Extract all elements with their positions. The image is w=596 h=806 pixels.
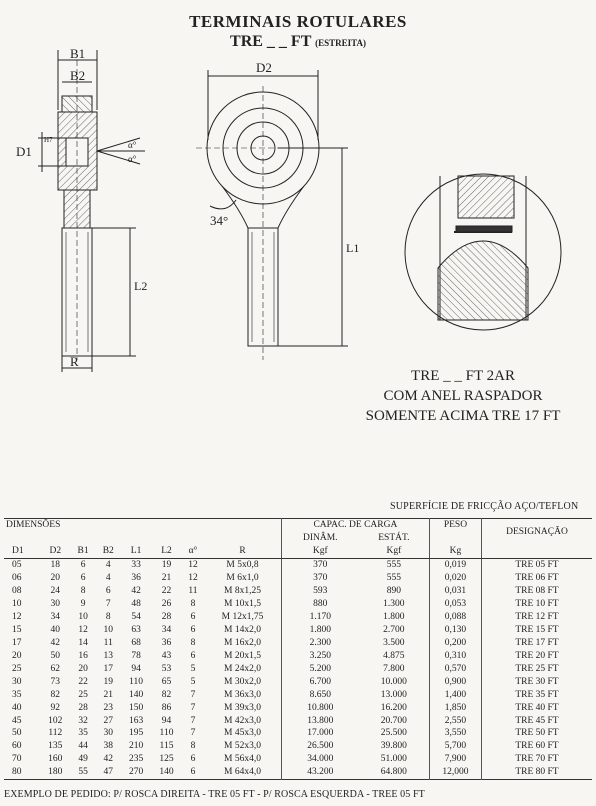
table-cell: 42 — [50, 637, 61, 648]
table-cell: 13 — [103, 650, 113, 661]
table-cell: 35 — [12, 689, 22, 700]
table-cell: M 42x3,0 — [224, 715, 261, 726]
table-cell: 26.500 — [281, 740, 358, 753]
table-cell: 8 — [105, 612, 111, 623]
table-cell: 50 — [50, 650, 61, 661]
table-cell: 82 — [50, 689, 61, 700]
table-cell: 45 — [12, 715, 22, 726]
table-cell: 17 — [103, 663, 113, 674]
table-cell: 7 — [190, 702, 196, 713]
col-l2: L2 — [151, 545, 181, 559]
side-view — [38, 50, 148, 372]
table-cell: 3,550 — [430, 727, 482, 740]
table-cell: M 45x3,0 — [224, 728, 261, 739]
table-cell: 64.800 — [380, 767, 407, 778]
table-row — [4, 572, 592, 585]
table-cell: 6 — [105, 586, 111, 597]
table-cell: 1,850 — [430, 701, 482, 714]
table-cell: 33 — [131, 560, 141, 571]
table-cell: 10 — [12, 599, 22, 610]
table-cell: TRE 06 FT — [481, 572, 592, 585]
table-cell: 555 — [386, 573, 401, 584]
table-cell: 94 — [131, 663, 141, 674]
table-cell: 06 — [12, 573, 22, 584]
table-row — [4, 701, 592, 714]
table-row — [4, 650, 592, 663]
table-cell: 34 — [161, 625, 172, 636]
table-cell: 7 — [105, 599, 111, 610]
weight-title: PESO — [430, 519, 482, 533]
table-cell: 0,570 — [430, 663, 482, 676]
table-cell: 8.650 — [281, 688, 358, 701]
table-cell: 593 — [281, 585, 358, 598]
table-cell: 210 — [128, 741, 144, 752]
table-cell: TRE 05 FT — [481, 559, 592, 573]
table-cell: 80 — [12, 767, 22, 778]
table-cell: 160 — [48, 754, 63, 765]
table-cell: 15 — [12, 625, 22, 636]
table-cell: 28 — [161, 612, 172, 623]
table-cell: 5 — [190, 663, 196, 674]
table-cell: 20 — [50, 573, 61, 584]
table-cell: 3.250 — [281, 650, 358, 663]
table-cell: 44 — [78, 741, 88, 752]
table-cell: 63 — [131, 625, 141, 636]
table-cell: 4.875 — [383, 650, 405, 661]
table-cell: 13.800 — [281, 714, 358, 727]
table-cell: 0,200 — [430, 637, 482, 650]
table-row — [4, 585, 592, 598]
table-cell: TRE 60 FT — [481, 740, 592, 753]
designation-title: DESIGNAÇÃO — [481, 519, 592, 545]
table-cell: 30 — [12, 676, 22, 687]
table-cell: M 64x4,0 — [224, 767, 261, 778]
table-cell: M 39x3,0 — [224, 702, 261, 713]
table-cell: TRE 20 FT — [481, 650, 592, 663]
table-cell: 35 — [78, 728, 88, 739]
table-cell: 4 — [105, 573, 111, 584]
table-cell: M 12x1,75 — [221, 612, 264, 623]
table-row — [4, 766, 592, 780]
table-cell: 3.500 — [383, 637, 405, 648]
table-row — [4, 559, 592, 573]
table-cell: TRE 17 FT — [481, 637, 592, 650]
table-cell: 53 — [161, 663, 172, 674]
table-cell: 6 — [190, 754, 196, 765]
table-cell: 195 — [128, 728, 144, 739]
table-cell: 42 — [131, 586, 141, 597]
specification-table — [4, 518, 592, 780]
table-cell: 7 — [190, 689, 196, 700]
caption-line-3: SOMENTE ACIMA TRE 17 FT — [365, 408, 561, 424]
label-h7: H7 — [44, 136, 53, 144]
table-cell: 22 — [78, 676, 88, 687]
table-cell: 0,088 — [430, 611, 482, 624]
table-cell: 5 — [190, 676, 196, 687]
subtitle-note: (ESTREITA) — [315, 38, 366, 48]
table-row — [4, 637, 592, 650]
table-cell: 12 — [188, 573, 198, 584]
table-cell: 50 — [12, 728, 22, 739]
table-cell: TRE 08 FT — [481, 585, 592, 598]
table-cell: TRE 35 FT — [481, 688, 592, 701]
table-cell: 0,020 — [430, 572, 482, 585]
table-cell: 16.200 — [380, 702, 407, 713]
scraper-ring-detail — [405, 174, 561, 330]
table-cell: 10.800 — [281, 701, 358, 714]
table-cell: 19 — [103, 676, 113, 687]
table-cell: 82 — [161, 689, 172, 700]
table-cell: 68 — [131, 637, 141, 648]
table-cell: 0,310 — [430, 650, 482, 663]
table-cell: 6 — [190, 767, 196, 778]
table-cell: 163 — [128, 715, 144, 726]
table-cell: 20 — [12, 650, 22, 661]
table-cell: TRE 30 FT — [481, 675, 592, 688]
table-row — [4, 675, 592, 688]
table-cell: 12,000 — [430, 766, 482, 780]
table-cell: 7 — [190, 715, 196, 726]
col-kg: Kg — [430, 545, 482, 559]
table-cell: 21 — [103, 689, 113, 700]
table-cell: 0,019 — [430, 559, 482, 573]
caption-line-2: COM ANEL RASPADOR — [383, 388, 543, 404]
table-cell: 12 — [12, 612, 22, 623]
table-cell: TRE 70 FT — [481, 753, 592, 766]
table-cell: 08 — [12, 586, 22, 597]
table-cell: M 20x1,5 — [224, 650, 261, 661]
table-cell: 30 — [50, 599, 61, 610]
table-cell: 05 — [12, 560, 22, 571]
table-cell: 48 — [131, 599, 141, 610]
table-cell: 8 — [190, 741, 196, 752]
table-cell: 6 — [190, 650, 196, 661]
col-kgf-dynamic: Kgf — [281, 545, 358, 559]
table-cell: 370 — [281, 572, 358, 585]
table-cell: 86 — [161, 702, 172, 713]
table-cell: M 8x1,25 — [224, 586, 261, 597]
table-cell: 112 — [48, 728, 63, 739]
table-cell: 880 — [281, 598, 358, 611]
table-cell: 150 — [128, 702, 144, 713]
table-row — [4, 727, 592, 740]
table-cell: 34.000 — [281, 753, 358, 766]
table-cell: 135 — [48, 741, 63, 752]
table-cell: 0,053 — [430, 598, 482, 611]
label-alpha-bottom: α° — [128, 154, 137, 164]
col-d1: D1 — [4, 545, 40, 559]
table-cell: 6 — [190, 612, 196, 623]
label-l2: L2 — [134, 279, 148, 293]
table-cell: 0,130 — [430, 624, 482, 637]
table-cell: 10.000 — [380, 676, 407, 687]
table-cell: 110 — [159, 728, 174, 739]
table-cell: 890 — [386, 586, 401, 597]
table-cell: 49 — [78, 754, 88, 765]
table-cell: 70 — [12, 754, 22, 765]
table-cell: 23 — [103, 702, 113, 713]
capacity-title: CAPAC. DE CARGA — [281, 519, 429, 533]
table-cell: 38 — [103, 741, 113, 752]
table-cell: 8 — [80, 586, 86, 597]
label-d2: D2 — [256, 60, 272, 75]
table-cell: 140 — [159, 767, 174, 778]
table-cell: 8 — [190, 637, 196, 648]
table-cell: 12 — [78, 625, 88, 636]
table-cell: 0,031 — [430, 585, 482, 598]
table-cell: 1,400 — [430, 688, 482, 701]
table-cell: 1.800 — [281, 624, 358, 637]
table-cell: 55 — [78, 767, 88, 778]
table-cell: 11 — [103, 637, 113, 648]
table-cell: 65 — [161, 676, 172, 687]
table-cell: 9 — [80, 599, 86, 610]
table-cell: TRE 45 FT — [481, 714, 592, 727]
subtitle-code: TRE _ _ FT — [230, 33, 312, 50]
caption-line-1: TRE _ _ FT 2AR — [411, 368, 515, 384]
table-cell: 5.200 — [281, 663, 358, 676]
surface-note: SUPERFÍCIE DE FRICÇÃO AÇO/TEFLON — [390, 501, 579, 512]
table-cell: 18 — [50, 560, 61, 571]
table-cell: 180 — [48, 767, 63, 778]
table-cell: 94 — [161, 715, 172, 726]
table-cell: TRE 10 FT — [481, 598, 592, 611]
table-cell: 36 — [131, 573, 141, 584]
table-cell: M 36x3,0 — [224, 689, 261, 700]
table-cell: 102 — [48, 715, 63, 726]
table-row — [4, 624, 592, 637]
table-cell: 555 — [386, 560, 401, 571]
table-cell: TRE 12 FT — [481, 611, 592, 624]
table-cell: 6 — [80, 573, 86, 584]
table-cell: 10 — [103, 625, 113, 636]
scraper-ring-caption — [330, 366, 596, 426]
table-cell: M 24x2,0 — [224, 663, 261, 674]
table-cell: 24 — [50, 586, 61, 597]
table-row — [4, 740, 592, 753]
table-cell: 0,900 — [430, 675, 482, 688]
table-cell: M 6x1,0 — [226, 573, 259, 584]
col-r: R — [204, 545, 281, 559]
table-cell: 14 — [78, 637, 88, 648]
table-cell: 42 — [103, 754, 113, 765]
table-cell: 270 — [128, 767, 144, 778]
table-cell: 27 — [103, 715, 113, 726]
table-cell: TRE 15 FT — [481, 624, 592, 637]
label-l1: L1 — [346, 241, 360, 255]
table-cell: 20.700 — [380, 715, 407, 726]
table-cell: 1.170 — [281, 611, 358, 624]
table-cell: 25.500 — [380, 728, 407, 739]
table-cell: 2,550 — [430, 714, 482, 727]
table-cell: 40 — [50, 625, 61, 636]
table-cell: TRE 50 FT — [481, 727, 592, 740]
table-cell: 7,900 — [430, 753, 482, 766]
table-cell: 60 — [12, 741, 22, 752]
table-cell: M 16x2,0 — [224, 637, 261, 648]
table-cell: M 14x2,0 — [224, 625, 261, 636]
table-cell: 4 — [105, 560, 111, 571]
table-cell: 8 — [190, 599, 196, 610]
table-cell: 43 — [161, 650, 172, 661]
table-cell: 11 — [188, 586, 198, 597]
col-b1: B1 — [71, 545, 96, 559]
table-cell: 47 — [103, 767, 113, 778]
table-cell: 39.800 — [380, 741, 407, 752]
table-cell: 34 — [50, 612, 61, 623]
static-title: ESTÁT. — [378, 533, 410, 544]
label-alpha-top: α° — [128, 140, 137, 150]
table-cell: M 52x3,0 — [224, 741, 261, 752]
label-b2: B2 — [70, 68, 86, 83]
table-cell: 7 — [190, 728, 196, 739]
table-cell: 43.200 — [281, 766, 358, 780]
table-cell: 62 — [50, 663, 61, 674]
table-cell: 370 — [281, 559, 358, 573]
col-b2: B2 — [96, 545, 121, 559]
table-cell: 54 — [131, 612, 141, 623]
table-cell: M 56x4,0 — [224, 754, 261, 765]
col-l1: L1 — [121, 545, 151, 559]
table-cell: 10 — [78, 612, 88, 623]
table-cell: 6 — [190, 625, 196, 636]
page-title: TERMINAIS ROTULARES — [189, 12, 407, 31]
table-cell: 140 — [128, 689, 144, 700]
table-cell: 20 — [78, 663, 88, 674]
table-cell: 1.800 — [383, 612, 405, 623]
table-cell: M 30x2,0 — [224, 676, 261, 687]
table-cell: 12 — [188, 560, 198, 571]
label-b1: B1 — [70, 46, 86, 61]
label-d1: D1 — [16, 144, 32, 159]
table-cell: 30 — [103, 728, 113, 739]
table-cell: 17 — [12, 637, 22, 648]
table-cell: 21 — [161, 573, 172, 584]
table-cell: 40 — [12, 702, 22, 713]
table-cell: 51.000 — [380, 754, 407, 765]
table-cell: 78 — [131, 650, 141, 661]
table-row — [4, 611, 592, 624]
order-example: EXEMPLO DE PEDIDO: P/ ROSCA DIREITA - TRE 05 FT - P/ ROSCA ESQUERDA - TREE 05 FT — [4, 789, 425, 800]
table-cell: 13.000 — [380, 689, 407, 700]
table-cell: 110 — [129, 676, 144, 687]
table-cell: M 5x0,8 — [226, 560, 259, 571]
table-row — [4, 688, 592, 701]
col-kgf-static: Kgf — [359, 545, 430, 559]
dynamic-title: DINÂM. — [281, 532, 358, 545]
table-cell: 28 — [78, 702, 88, 713]
table-cell: 19 — [161, 560, 172, 571]
table-row — [4, 753, 592, 766]
label-angle: 34° — [210, 213, 229, 228]
table-cell: 6 — [80, 560, 86, 571]
table-cell: 7.800 — [383, 663, 405, 674]
table-cell: 22 — [161, 586, 172, 597]
table-cell: 17.000 — [281, 727, 358, 740]
col-alpha: α° — [182, 545, 205, 559]
table-cell: 16 — [78, 650, 88, 661]
table-cell: 2.300 — [281, 637, 358, 650]
table-cell: TRE 80 FT — [481, 766, 592, 780]
table-cell: 25 — [12, 663, 22, 674]
table-cell: 25 — [78, 689, 88, 700]
col-d2: D2 — [40, 545, 70, 559]
table-cell: 235 — [128, 754, 144, 765]
dimensions-title: DIMENSÕES — [6, 520, 61, 531]
table-cell: M 10x1,5 — [224, 599, 261, 610]
table-cell: 32 — [78, 715, 88, 726]
table-cell: 26 — [161, 599, 172, 610]
label-r: R — [70, 354, 79, 369]
table-cell: TRE 40 FT — [481, 701, 592, 714]
table-cell: 36 — [161, 637, 172, 648]
table-cell: 6.700 — [281, 675, 358, 688]
table-cell: 5,700 — [430, 740, 482, 753]
table-cell: 1.300 — [383, 599, 405, 610]
table-cell: TRE 25 FT — [481, 663, 592, 676]
table-cell: 115 — [159, 741, 174, 752]
table-row — [4, 598, 592, 611]
table-cell: 125 — [159, 754, 174, 765]
table-cell: 73 — [50, 676, 61, 687]
table-cell: 92 — [50, 702, 61, 713]
table-row — [4, 714, 592, 727]
table-cell: 2.700 — [383, 625, 405, 636]
table-row — [4, 663, 592, 676]
